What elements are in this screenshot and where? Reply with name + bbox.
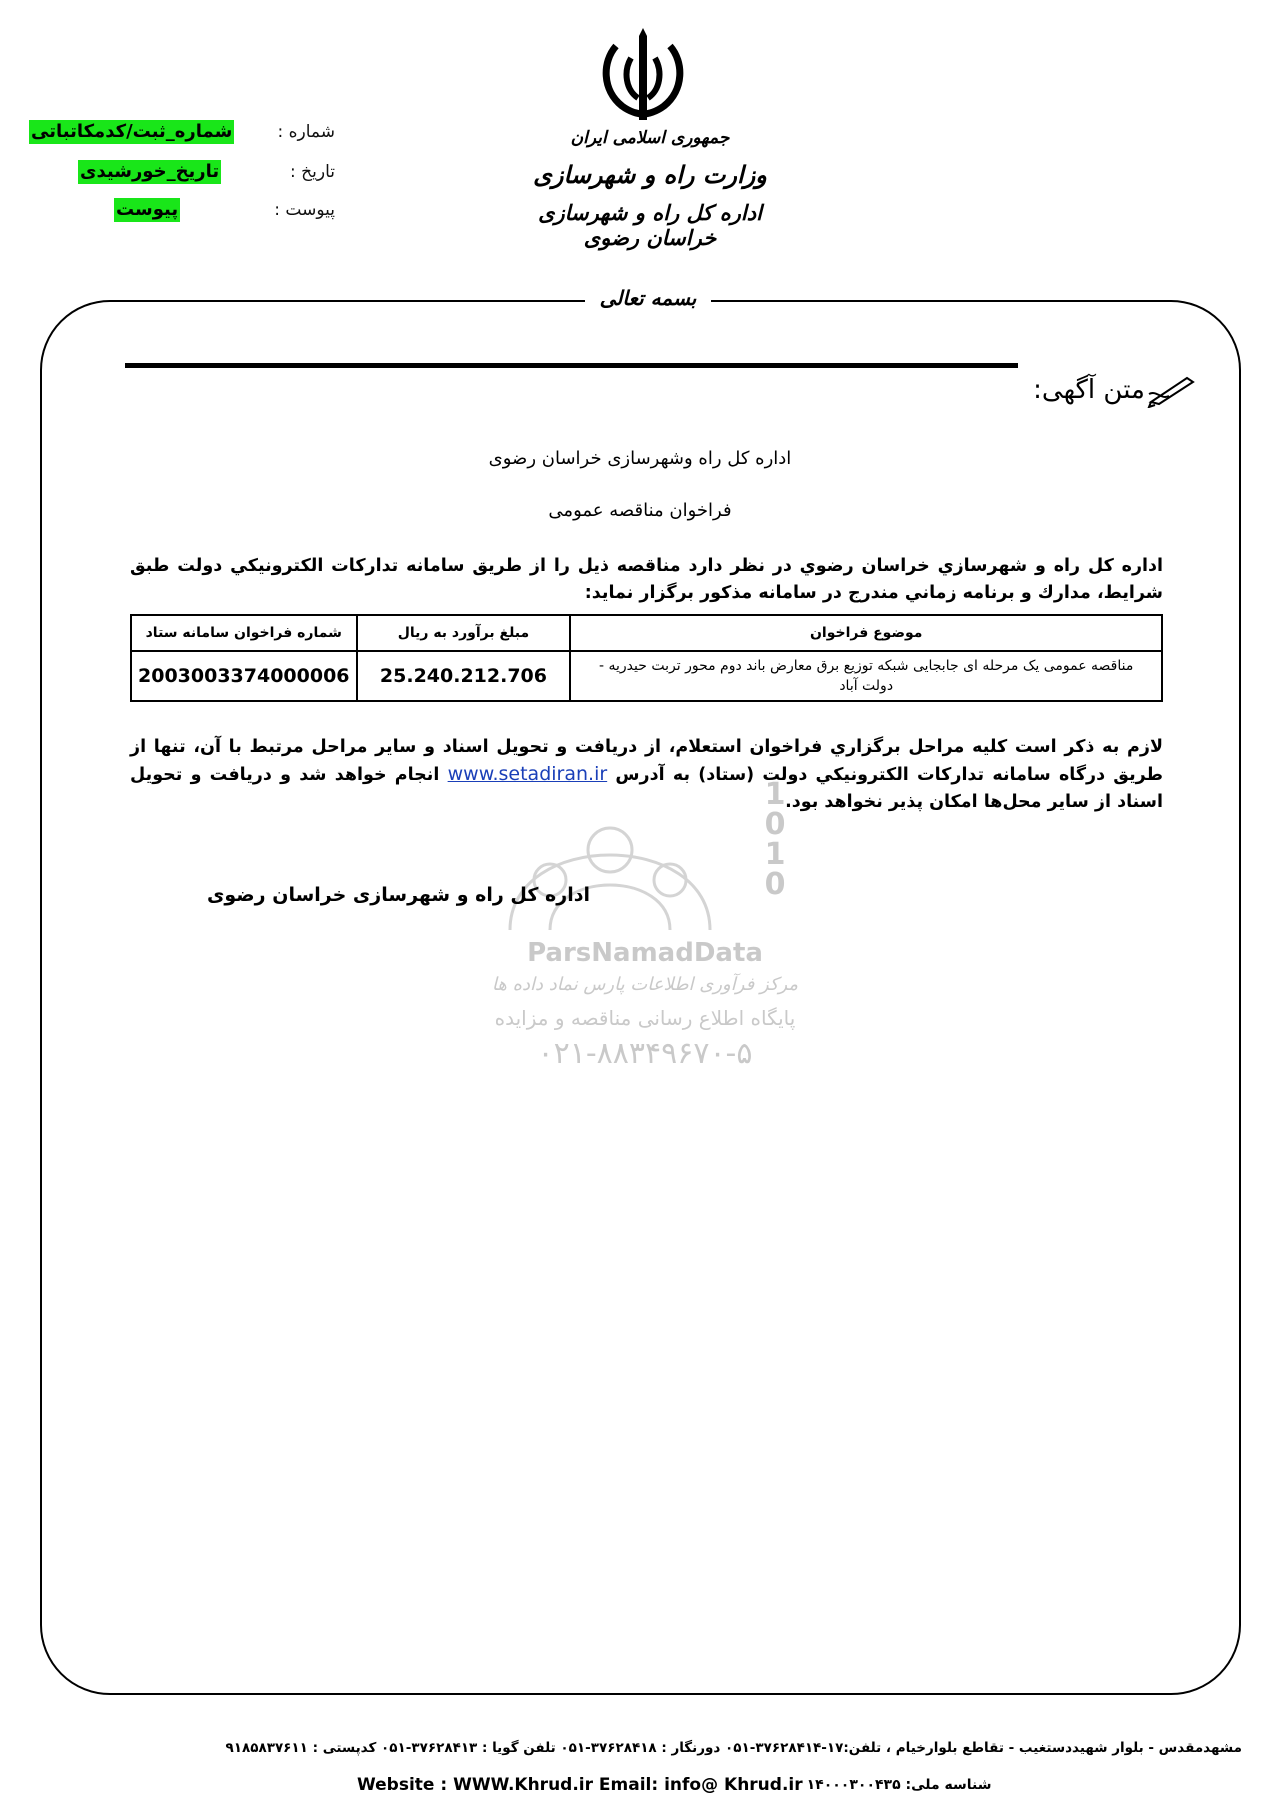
footer-contact	[357, 1775, 992, 1795]
date-value: تاریخ_خورشیدی	[80, 161, 220, 182]
iran-emblem-icon	[598, 28, 688, 128]
intro-paragraph: اداره كل راه و شهرسازي خراسان رضوي در نظر دارد مناقصه ذيل را از طريق سامانه تداركات الكترونيكي دولت طبق شرايط، مدارك و برنامه زماني مندرج در سامانه مذكور برگزار نمايد:	[130, 556, 1163, 603]
tender-table	[130, 614, 1163, 702]
tender-call-number: 2003003374000006	[131, 651, 357, 701]
registration-number-label: شماره :	[277, 122, 335, 142]
tender-subject: مناقصه عمومی یک مرحله ای جابجایی شبکه توزیع برق معارض باند دوم محور تربت حیدریه - دولت آباد	[570, 651, 1162, 701]
bismillah: بسمه تعالی	[599, 286, 697, 310]
org-name: اداره کل راه وشهرسازی خراسان رضوی	[488, 448, 792, 469]
col-subject-header: موضوع فراخوان	[570, 615, 1162, 651]
col-estimate-header: مبلغ برآورد به ریال	[357, 615, 571, 651]
header-meta	[25, 118, 335, 228]
note-part-1: لازم به ذكر است كليه مراحل برگزاري فراخوان استعلام، از دريافت و تحويل اسناد و ساير مراحل مرتبط با آن، تنها از طريق درگاه سامانه تداركات الكترونيكي دولت (ستاد) به آدرس	[130, 737, 1164, 785]
watermark-digits: 1010	[764, 777, 786, 902]
table-row	[131, 651, 1162, 701]
setadiran-link[interactable]: www.setadiran.ir	[447, 763, 608, 785]
tender-estimate: 25.240.212.706	[357, 651, 571, 701]
notice-heading-text: متن آگهی:	[1033, 375, 1145, 405]
note-part-2: انجام خواهد شد و دريافت و تحويل اسناد از ساير محل‌ها امكان پذير نخواهد بود.	[130, 765, 1163, 812]
watermark-line-2: پایگاه اطلاع رسانی مناقصه و مزایده	[494, 1006, 796, 1030]
notice-heading	[1033, 372, 1197, 408]
registration-number-value: شماره_ثبت/کدمکاتباتی	[31, 121, 233, 142]
pen-icon	[1147, 372, 1197, 408]
watermark-line-1: مرکز فرآوری اطلاعات پارس نماد داده ها	[491, 974, 799, 995]
watermark-brand: ParsNamadData	[527, 938, 763, 968]
footer-national-id: شناسه ملی: ۱۴۰۰۰۳۰۰۴۳۵	[806, 1777, 992, 1793]
note-paragraph	[130, 734, 1163, 816]
table-header-row	[131, 615, 1162, 651]
footer-address: مشهدمقدس - بلوار شهیددستغیب - تقاطع بلوارخیام ، تلفن:۱۷-۳۷۶۲۸۴۱۴-۰۵۱ دورنگار : ۳۷۶۲۸۴۱۸-۰۵۱ تلفن گویا : ۳۷۶۲۸۴۱۳-۰۵۱ کدپستی : ۹۱۸۵۸۳۷۶۱۱	[225, 1740, 1242, 1756]
emblem-line-2: وزارت راه و شهرسازی	[533, 160, 767, 189]
attachment-value: پیوست	[116, 199, 179, 220]
emblem-line-1: جمهوری اسلامی ایران	[570, 128, 730, 148]
call-title: فراخوان مناقصه عمومی	[548, 500, 732, 521]
emblem-line-3: اداره کل راه و شهرسازی خراسان رضوی	[538, 200, 762, 250]
col-call-number-header: شماره فراخوان سامانه ستاد	[131, 615, 357, 651]
attachment-label: پیوست :	[274, 200, 335, 220]
watermark-phone: ۰۲۱-۸۸۳۴۹۶۷۰-۵	[537, 1036, 753, 1071]
signature: اداره کل راه و شهرسازی خراسان رضوی	[206, 884, 590, 906]
footer-web-email: Website : WWW.Khrud.ir Email: info@ Khrud.ir	[357, 1775, 803, 1795]
heading-rule	[125, 363, 1018, 368]
date-label: تاریخ :	[290, 162, 335, 182]
